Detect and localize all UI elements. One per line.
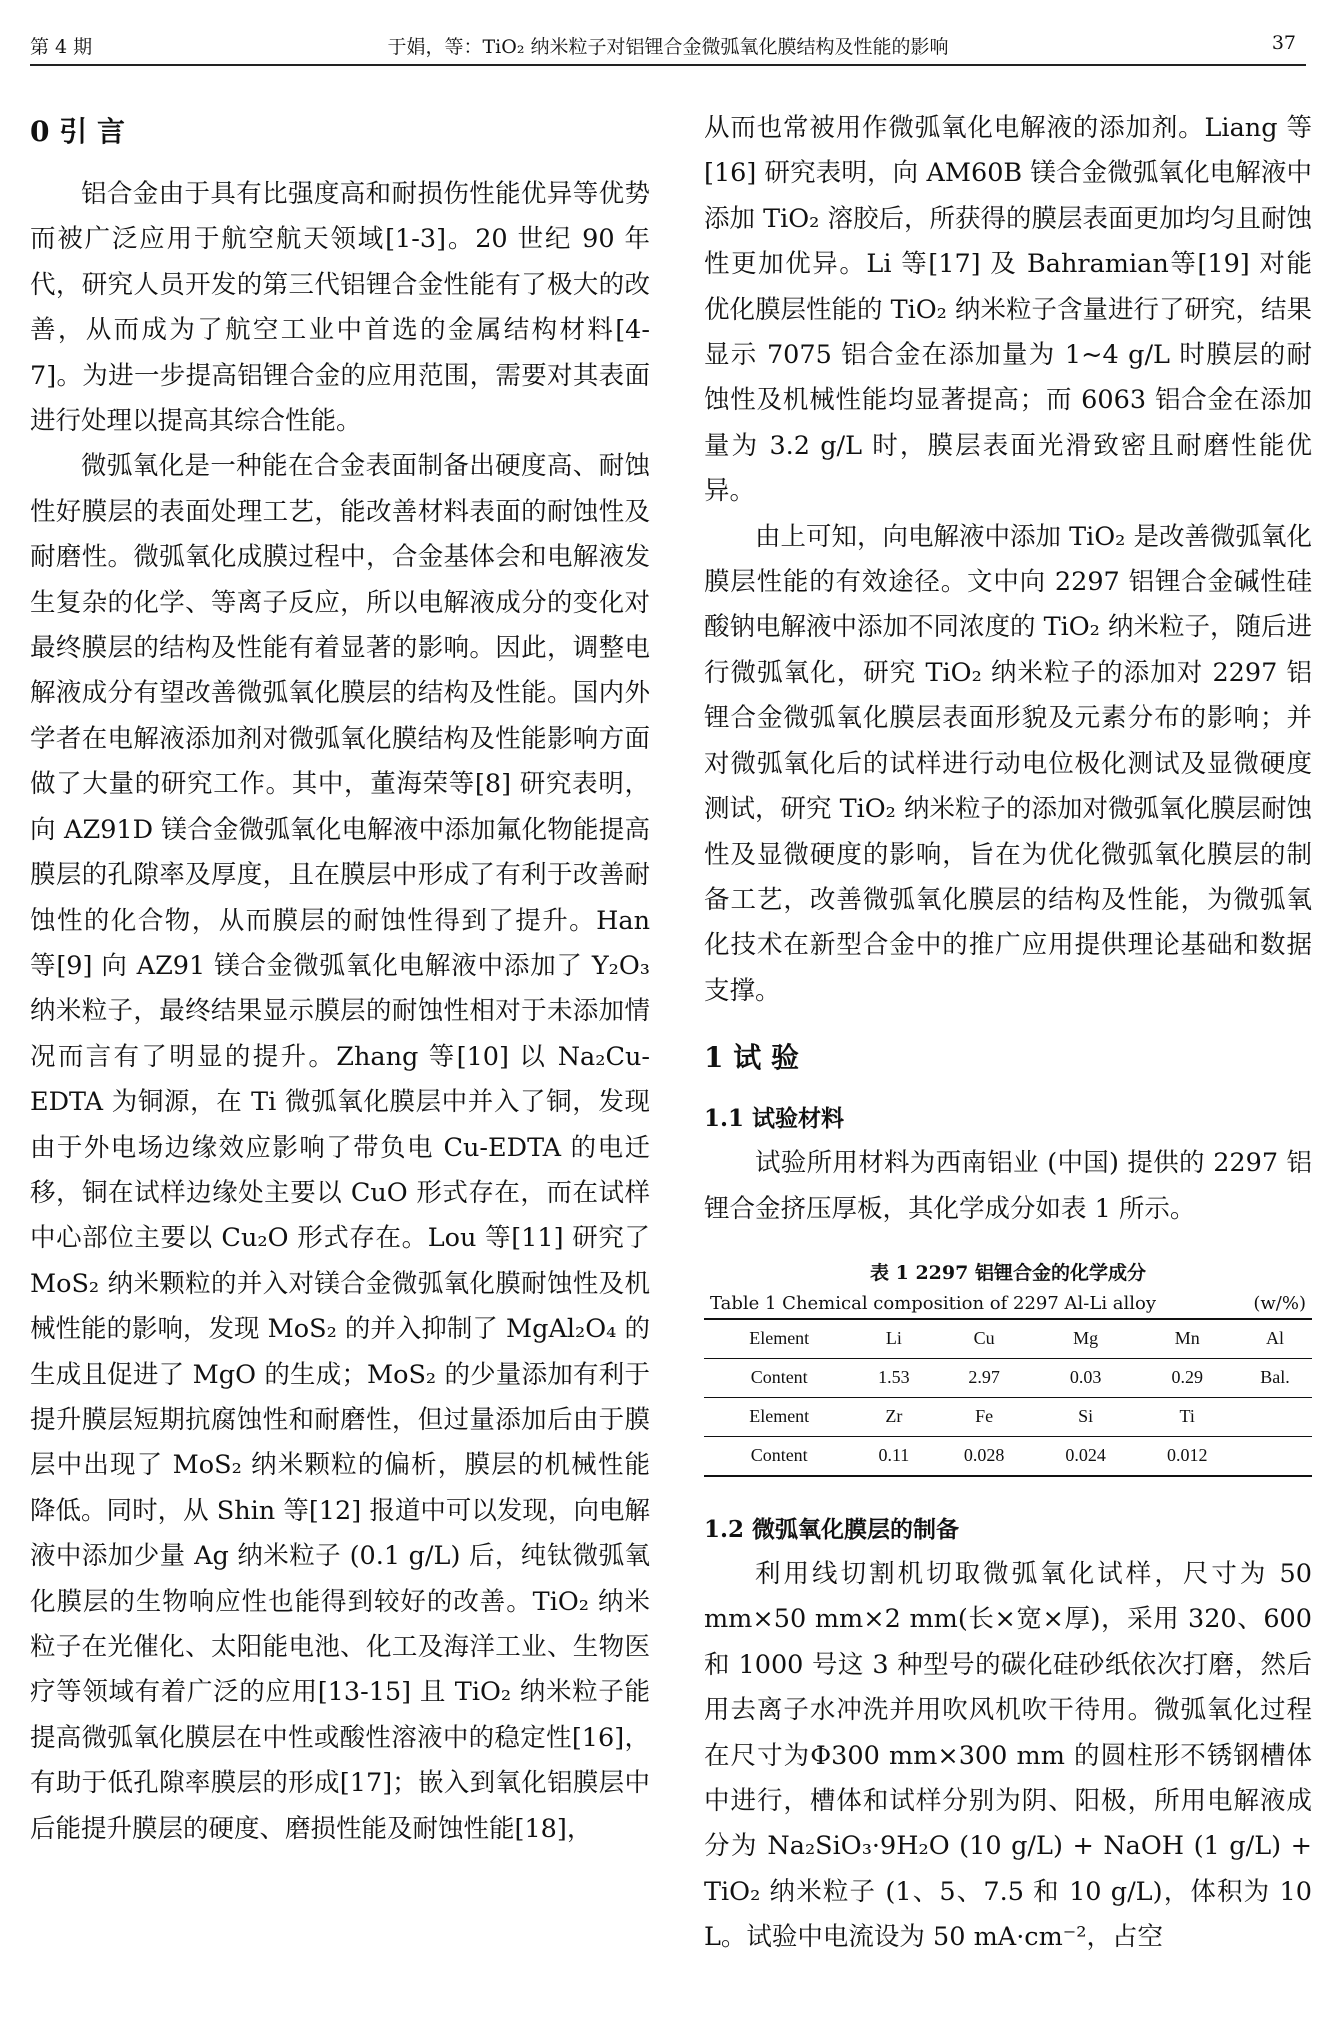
running-header	[30, 30, 1306, 66]
table-cell: Bal.	[1238, 1358, 1312, 1397]
section-heading-introduction: 0 引 言	[30, 115, 125, 148]
table-cell: 0.29	[1136, 1358, 1238, 1397]
table-cell: Si	[1035, 1397, 1137, 1436]
paragraph: 试验所用材料为西南铝业 (中国) 提供的 2297 铝锂合金挤压厚板，其化学成分如表 1 所示。	[704, 1148, 1312, 1224]
running-title: 于娟，等：TiO₂ 纳米粒子对铝锂合金微弧氧化膜结构及性能的影响	[387, 36, 949, 58]
table-cell: Content	[704, 1436, 854, 1476]
paragraph: 铝合金由于具有比强度高和耐损伤性能优异等优势而被广泛应用于航空航天领域[1-3]。20 世纪 90 年代，研究人员开发的第三代铝锂合金性能有了极大的改善，从而成为了航空工业中首选的金属结构材料[4-7]。为进一步提高铝锂合金的应用范围，需要对其表面进行处理以提高其综合性能。	[30, 179, 650, 437]
right-column	[704, 106, 1312, 1961]
table-caption-en	[704, 1293, 1312, 1314]
table-caption-en-text: Table 1 Chemical composition of 2297 Al-Li alloy	[710, 1292, 1157, 1314]
issue-number: 第 4 期	[30, 36, 93, 58]
table-cell	[1238, 1397, 1312, 1436]
left-column	[30, 104, 650, 1852]
paragraph: 微弧氧化是一种能在合金表面制备出硬度高、耐蚀性好膜层的表面处理工艺，能改善材料表面的耐蚀性及耐磨性。微弧氧化成膜过程中，合金基体会和电解液发生复杂的化学、等离子反应，所以电解液成分的变化对最终膜层的结构及性能有着显著的影响。因此，调整电解液成分有望改善微弧氧化膜层的结构及性能。国内外学者在电解液添加剂对微弧氧化膜结构及性能影响方面做了大量的研究工作。其中，董海荣等[8] 研究表明，向 AZ91D 镁合金微弧氧化电解液中添加氟化物能提高膜层的孔隙率及厚度，且在膜层中形成了有利于改善耐蚀性的化合物，从而膜层的耐蚀性得到了提升。Han 等[9] 向 AZ91 镁合金微弧氧化电解液中添加了 Y₂O₃ 纳米粒子，最终结果显示膜层的耐蚀性相对于未添加情况而言有了明显的提升。Zhang 等[10] 以 Na₂Cu-EDTA 为铜源，在 Ti 微弧氧化膜层中并入了铜，发现由于外电场边缘效应影响了带负电 Cu-EDTA 的电迁移，铜在试样边缘处主要以 CuO 形式存在，而在试样中心部位主要以 Cu₂O 形式存在。Lou 等[11] 研究了 MoS₂ 纳米颗粒的并入对镁合金微弧氧化膜耐蚀性及机械性能的影响，发现 MoS₂ 的并入抑制了 MgAl₂O₄ 的生成且促进了 MgO 的生成；MoS₂ 的少量添加有利于提升膜层短期抗腐蚀性和耐磨性，但过量添加后由于膜层中出现了 MoS₂ 纳米颗粒的偏析，膜层的机械性能降低。同时，从 Shin 等[12] 报道中可以发现，向电解液中添加少量 Ag 纳米粒子 (0.1 g/L) 后，纯钛微弧氧化膜层的生物响应性也能得到较好的改善。TiO₂ 纳米粒子在光催化、太阳能电池、化工及海洋工业、生物医疗等领域有着广泛的应用[13-15] 且 TiO₂ 纳米粒子能提高微弧氧化膜层在中性或酸性溶液中的稳定性[16]，有助于低孔隙率膜层的形成[17]；嵌入到氧化铝膜层中后能提升膜层的硬度、磨损性能及耐蚀性能[18]，	[30, 451, 650, 1844]
subsection-heading-materials: 1.1 试验材料	[704, 1105, 845, 1133]
paragraph: 由上可知，向电解液中添加 TiO₂ 是改善微弧氧化膜层性能的有效途径。文中向 2297 铝锂合金碱性硅酸钠电解液中添加不同浓度的 TiO₂ 纳米粒子，随后进行微弧氧化，研究 TiO₂ 纳米粒子的添加对 2297 铝锂合金微弧氧化膜层表面形貌及元素分布的影响；并对微弧氧化后的试样进行动电位极化测试及显微硬度测试，研究 TiO₂ 纳米粒子的添加对微弧氧化膜层耐蚀性及显微硬度的影响，旨在为优化微弧氧化膜层的制备工艺，改善微弧氧化膜层的结构及性能，为微弧氧化技术在新型合金中的推广应用提供理论基础和数据支撑。	[704, 521, 1313, 1006]
table-cell: 2.97	[933, 1358, 1035, 1397]
table-unit: (w/%)	[1253, 1292, 1306, 1314]
table-cell: Ti	[1136, 1397, 1238, 1436]
table-row	[704, 1397, 1312, 1436]
table-row	[704, 1358, 1312, 1397]
table-cell: 0.11	[854, 1436, 933, 1476]
table-caption-cn: 表 1 2297 铝锂合金的化学成分	[870, 1261, 1146, 1284]
table-cell: Element	[704, 1319, 854, 1359]
table-cell: 0.028	[933, 1436, 1035, 1476]
table-cell: Mg	[1035, 1319, 1137, 1359]
table-cell: Mn	[1136, 1319, 1238, 1359]
table-cell: Content	[704, 1358, 854, 1397]
composition-table	[704, 1318, 1312, 1477]
table-cell: Element	[704, 1397, 854, 1436]
page-number: 37	[1271, 32, 1296, 54]
table-cell: 0.03	[1035, 1358, 1137, 1397]
table-cell: Li	[854, 1319, 933, 1359]
table-row	[704, 1319, 1312, 1359]
section-heading-experiment: 1 试 验	[704, 1041, 799, 1075]
table-cell	[1238, 1436, 1312, 1476]
table-cell: 0.024	[1035, 1436, 1137, 1476]
paragraph: 从而也常被用作微弧氧化电解液的添加剂。Liang 等[16] 研究表明，向 AM60B 镁合金微弧氧化电解液中添加 TiO₂ 溶胶后，所获得的膜层表面更加均匀且耐蚀性更加优异。Li 等[17] 及 Bahramian等[19] 对能优化膜层性能的 TiO₂ 纳米粒子含量进行了研究，结果显示 7075 铝合金在添加量为 1~4 g/L 时膜层的耐蚀性及机械性能均显著提高；而 6063 铝合金在添加量为 3.2 g/L 时，膜层表面光滑致密且耐磨性能优异。	[704, 113, 1313, 507]
table-cell: Fe	[933, 1397, 1035, 1436]
table-cell: Al	[1238, 1319, 1312, 1359]
table-cell: Zr	[854, 1397, 933, 1436]
paragraph: 利用线切割机切取微弧氧化试样，尺寸为 50 mm×50 mm×2 mm(长×宽×厚)，采用 320、600 和 1000 号这 3 种型号的碳化硅砂纸依次打磨，然后用去离子水冲洗并用吹风机吹干待用。微弧氧化过程在尺寸为Φ300 mm×300 mm 的圆柱形不锈钢槽体中进行，槽体和试样分别为阴、阳极，所用电解液成分为 Na₂SiO₃·9H₂O (10 g/L) + NaOH (1 g/L) + TiO₂ 纳米粒子 (1、5、7.5 和 10 g/L)，体积为 10 L。试验中电流设为 50 mA·cm⁻²，占空	[704, 1558, 1312, 1953]
table-cell: 0.012	[1136, 1436, 1238, 1476]
table-cell: Cu	[933, 1319, 1035, 1359]
subsection-heading-preparation: 1.2 微弧氧化膜层的制备	[704, 1515, 960, 1543]
table-row	[704, 1436, 1312, 1476]
table-cell: 1.53	[854, 1358, 933, 1397]
